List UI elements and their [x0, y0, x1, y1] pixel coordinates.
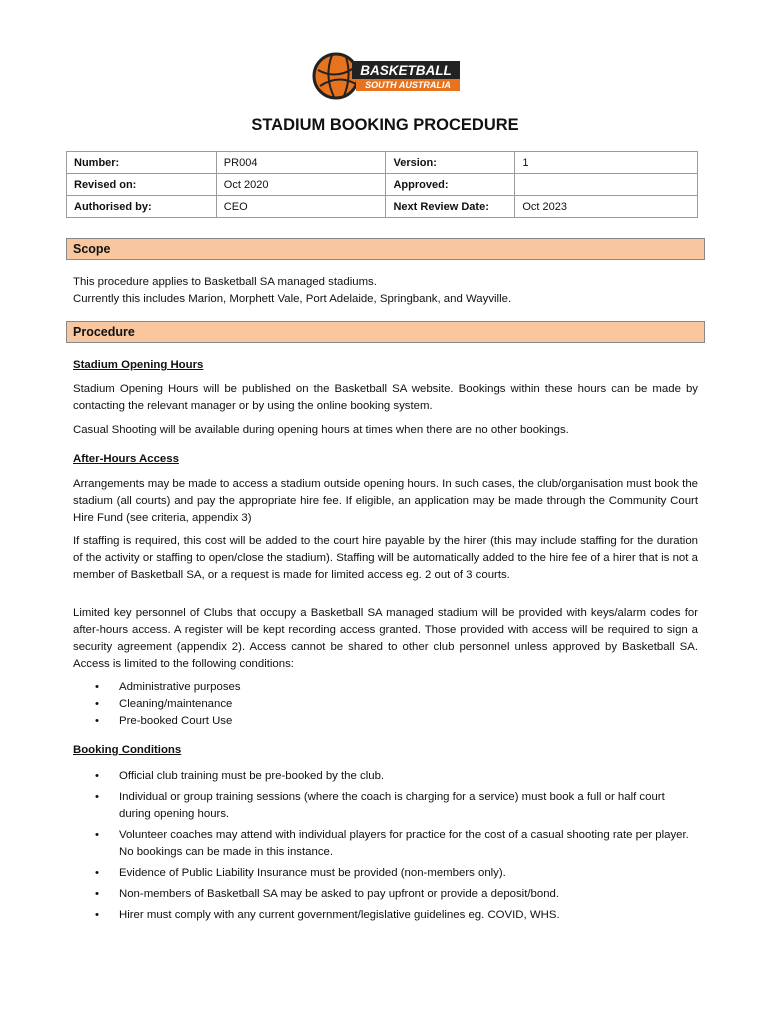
document-title: STADIUM BOOKING PROCEDURE: [251, 116, 519, 134]
document-meta-table: [66, 151, 698, 218]
basketball-icon: [314, 54, 358, 98]
after-hours-paragraph-3: Limited key personnel of Clubs that occupy a Basketball SA managed stadium will be provided with keys/alarm codes for after-hours access. A register will be kept recording access granted. Those provided with access will be required to sign a security agreement (appendix 2). Access cannot be shared to other club personnel unless approved by Basketball SA. Access is limited to the following conditions:: [73, 607, 698, 670]
procedure-heading: Procedure: [66, 321, 705, 343]
meta-row: [67, 152, 698, 174]
list-item: • Pre-booked Court Use: [73, 713, 698, 730]
meta-row: [67, 196, 698, 218]
meta-value: PR004: [216, 152, 386, 174]
list-item: • Individual or group training sessions (where the coach is charging for a service) must book a full or half court during opening hours.: [95, 791, 665, 820]
meta-key: Number:: [67, 152, 217, 174]
meta-key: Authorised by:: [67, 196, 217, 218]
bullet-icon: •: [95, 888, 99, 900]
after-hours-paragraph-1: Arrangements may be made to access a stadium outside opening hours. In such cases, the club/organisation must book the stadium (all courts) and pay the appropriate hire fee. If eligible, an application may be made through the Community Court Hire Fund (see criteria, appendix 3): [73, 478, 698, 524]
list-item: • Official club training must be pre-booked by the club.: [73, 768, 698, 785]
bullet-icon: •: [95, 681, 99, 693]
bullet-icon: •: [95, 909, 99, 921]
after-hours-heading: After-Hours Access: [73, 453, 179, 465]
bullet-icon: •: [95, 791, 99, 803]
access-conditions-list: [73, 679, 698, 730]
list-item: • Hirer must comply with any current government/legislative guidelines eg. COVID, WHS.: [73, 907, 698, 924]
opening-hours-paragraph-2: Casual Shooting will be available during opening hours at times when there are no other bookings.: [73, 424, 569, 436]
meta-row: [67, 174, 698, 196]
after-hours-paragraph-2: If staffing is required, this cost will be added to the court hire payable by the hirer (this may include staffing for the duration of the activity or staffing to open/close the stadium). Staffing will be automatically added to the hire fee of a hirer that is not a member of Basketball SA, or a request is made for limited access eg. 2 out of 3 courts.: [73, 535, 698, 581]
booking-conditions-list: [73, 768, 698, 928]
list-item: • Volunteer coaches may attend with individual players for practice for the cost of a casual shooting rate per player. No bookings can be made in this instance.: [95, 829, 689, 858]
opening-hours-paragraph-1: Stadium Opening Hours will be published on the Basketball SA website. Bookings within these hours can be made by contacting the relevant manager or by using the online booking system.: [73, 383, 698, 412]
opening-hours-heading: Stadium Opening Hours: [73, 359, 204, 371]
bullet-icon: •: [95, 698, 99, 710]
meta-value: Oct 2023: [515, 196, 698, 218]
bullet-icon: •: [95, 770, 99, 782]
meta-key: Approved:: [386, 174, 515, 196]
list-item: • Evidence of Public Liability Insurance must be provided (non-members only).: [73, 865, 698, 882]
list-item: • Non-members of Basketball SA may be asked to pay upfront or provide a deposit/bond.: [73, 886, 698, 903]
scope-text-line-1: This procedure applies to Basketball SA managed stadiums.: [73, 276, 377, 288]
basketball-sa-logo: [312, 50, 464, 102]
meta-key: Version:: [386, 152, 515, 174]
meta-value: [515, 174, 698, 196]
meta-value: CEO: [216, 196, 386, 218]
bullet-icon: •: [95, 715, 99, 727]
logo-line-1: BASKETBALL: [360, 63, 452, 78]
bullet-icon: •: [95, 867, 99, 879]
meta-key: Next Review Date:: [386, 196, 515, 218]
meta-value: 1: [515, 152, 698, 174]
list-item: • Administrative purposes: [73, 679, 698, 696]
meta-value: Oct 2020: [216, 174, 386, 196]
scope-text-line-2: Currently this includes Marion, Morphett Vale, Port Adelaide, Springbank, and Wayville.: [73, 293, 512, 305]
scope-heading: Scope: [66, 238, 705, 260]
booking-conditions-heading: Booking Conditions: [73, 744, 182, 756]
bullet-icon: •: [95, 829, 99, 841]
list-item: • Cleaning/maintenance: [73, 696, 698, 713]
logo-line-2: SOUTH AUSTRALIA: [365, 80, 451, 90]
meta-key: Revised on:: [67, 174, 217, 196]
